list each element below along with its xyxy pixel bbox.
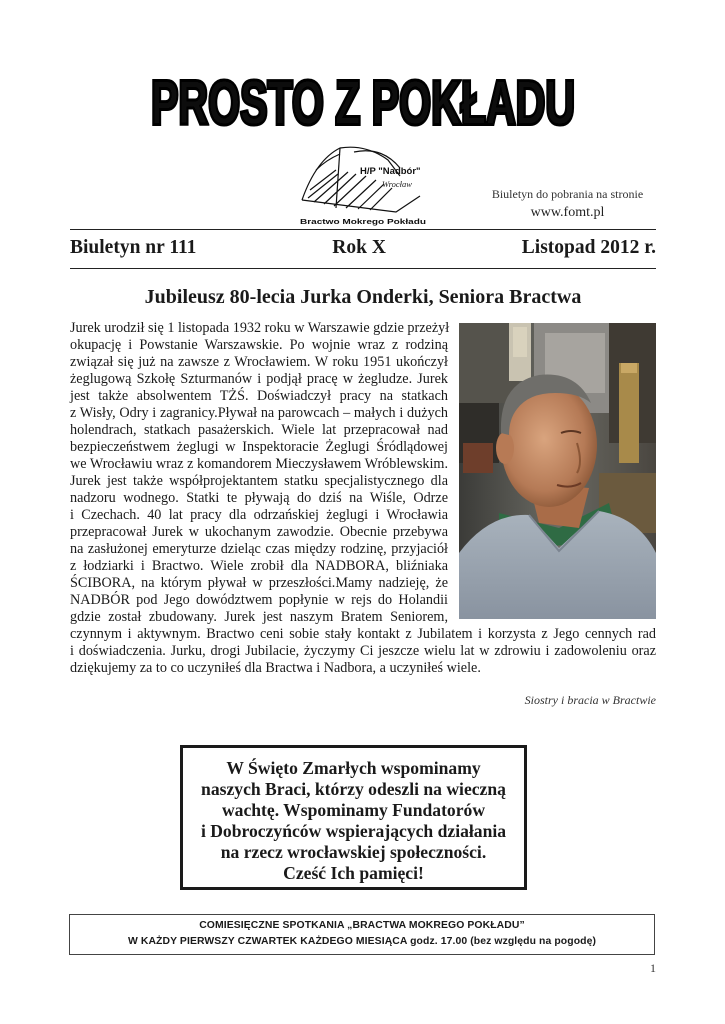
- article-line: okupację i Powstanie Warszawskie. Po wojnie wraz z rodziną: [70, 337, 448, 353]
- article-line: nadzoru wodnego. Statki te pływają do dziś na Wiśle, Odrze: [70, 490, 448, 506]
- meetings-line-1: COMIESIĘCZNE SPOTKANIA „BRACTWA MOKREGO POKŁADU”: [199, 920, 525, 931]
- meetings-line-2: W KAŻDY PIERWSZY CZWARTEK KAŻDEGO MIESIĄCA godz. 17.00 (bez względu na pogodę): [127, 936, 597, 947]
- logo-caption: Bractwo Mokrego Pokładu: [300, 217, 427, 226]
- memorial-line: Cześć Ich pamięci!: [283, 863, 424, 883]
- issue-date: Listopad 2012 r.: [521, 237, 656, 258]
- memorial-box: [180, 745, 527, 890]
- memorial-line: W Święto Zmarłych wspominamy: [226, 758, 481, 778]
- logo-city: Wrocław: [382, 179, 412, 189]
- issue-year: Rok X: [332, 237, 386, 258]
- article-line: na zasłużonej emeryturze dzieląc czas między rodzinę, przyjaciół: [70, 541, 448, 557]
- header-divider-bottom: [70, 268, 656, 269]
- issue-number: Biuletyn nr 111: [70, 237, 197, 258]
- memorial-line: wachtę. Wspominamy Fundatorów: [221, 800, 486, 820]
- article-line: i Czechach. 40 lat pracy dla odrzańskiej żeglugi i Wrocławia: [70, 507, 448, 523]
- page-number: 1: [650, 961, 656, 975]
- article-line: gdzie został zbudowany. Jurek jest naszym Bratem Seniorem,: [70, 609, 448, 625]
- article-line: dziękujemy za to co uczyniłeś dla Bractwa i Nadbora, a uczyniłeś wiele.: [70, 660, 481, 676]
- memorial-line: na rzecz wrocławskiej społeczności.: [220, 842, 487, 862]
- masthead-title-text: PROSTO Z POKŁADU: [151, 69, 575, 136]
- portrait-photo: [459, 323, 656, 619]
- article-line: Jurek urodził się 1 listopada 1932 roku w Warszawie gdzie przeżył: [70, 320, 450, 336]
- memorial-line: i Dobroczyńców wspierających działania: [200, 821, 507, 841]
- download-url[interactable]: www.fomt.pl: [530, 205, 605, 220]
- memorial-line: naszych Braci, którzy odeszli na wieczną: [201, 779, 506, 799]
- download-note: Biuletyn do pobrania na stronie: [491, 187, 644, 201]
- article-line: bezpieczeństwem żeglugi w Inspektoracie Żeglugi Śródlądowej: [70, 439, 448, 455]
- article-line: ŚCIBORA, na którym pływał w przeszłości.Mamy nadzieję, że: [70, 575, 448, 591]
- header-divider-top: [70, 229, 656, 230]
- article-signature: Siostry i bracia w Bractwie: [524, 693, 656, 707]
- article-line: i doświadczenia. Jurku, drogi Jubilacie, życzymy Ci jeszcze wielu lat w zdrowiu i zadowoleniu oraz: [70, 643, 656, 659]
- masthead-title: [148, 62, 578, 136]
- article-line: holendrach, statkach pasażerskich. Wiele lat przepracował nad: [70, 422, 448, 438]
- article-line: żeglugową Szkołę Szturmanów i podjął pracę w żegludze. Jurek: [70, 371, 448, 387]
- bractwo-logo: [296, 140, 430, 228]
- article-line: Jurek jest także współprojektantem statku specjalistycznego dla: [70, 473, 448, 489]
- article-line: czynnym i aktywnym. Bractwo ceni sobie stały kontakt z Jubilatem i korzysta z Jego cennych rad: [70, 626, 656, 642]
- article-line: NADBÓR pod Jego dowództwem popłynie w rejs do Holandii: [70, 592, 448, 608]
- article-title: Jubileusz 80-lecia Jurka Onderki, Seniora Bractwa: [144, 286, 582, 308]
- logo-yacht-name: H/P "Nadbór": [360, 166, 421, 177]
- article-line: związał się już na zawsze z Wrocławiem. W roku 1951 ukończył: [70, 354, 448, 370]
- article-line: przepracował Jurek w ukochanym zawodzie. Obecnie przebywa: [70, 524, 448, 540]
- article-line: we Wrocławiu wraz z komandorem Mieczysławem Wróblewskim.: [70, 456, 448, 472]
- article-line: z Wisły, Odry i zagranicy.Pływał na parowcach – małych i dużych: [70, 405, 448, 421]
- article-line: jest także absolwentem TŻŚ. Doświadczył pracy na statkach: [70, 388, 448, 404]
- meetings-box: [69, 914, 655, 955]
- article-line: z łodziarki i Bractwo. Wiele zrobił dla NADBORA, bliźniaka: [70, 558, 448, 574]
- issue-bar: [70, 235, 656, 261]
